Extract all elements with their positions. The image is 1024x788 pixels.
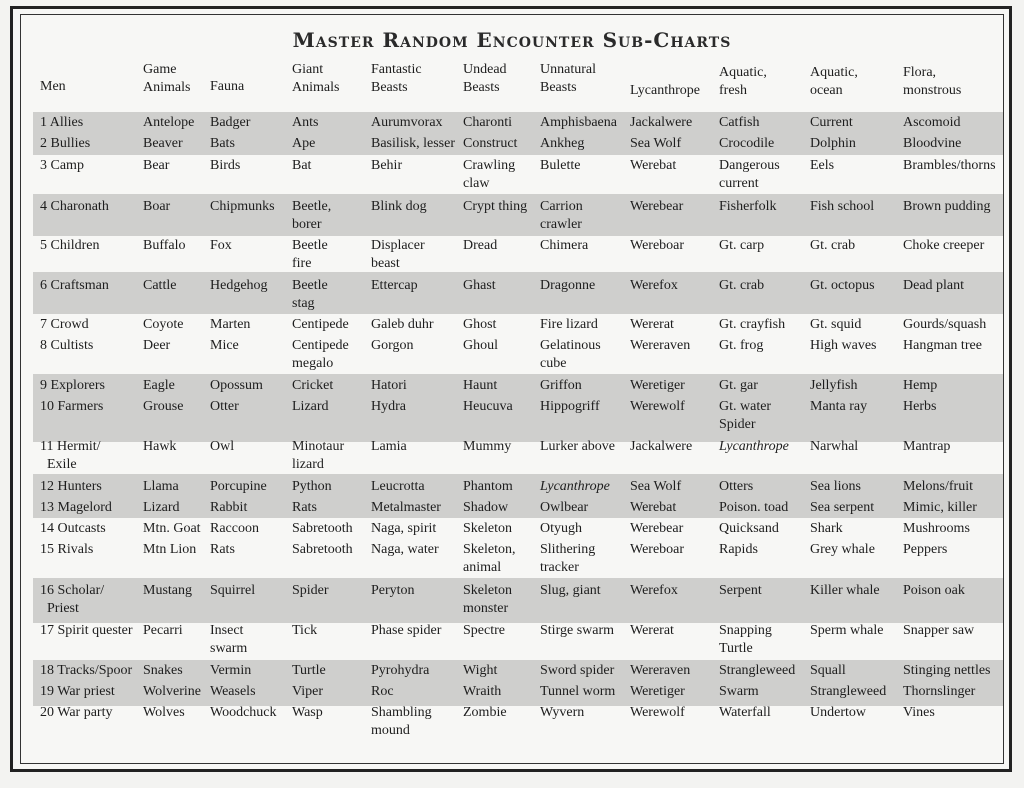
table-cell-fauna: Bats — [210, 136, 235, 151]
table-cell-fantastic: Roc — [371, 684, 394, 699]
table-cell-lyc: Sea Wolf — [630, 136, 682, 151]
table-cell-flora: Peppers — [903, 542, 948, 557]
table-cell-fauna: Rats — [210, 542, 235, 557]
table-cell-lyc: Werebat — [630, 500, 677, 515]
table-cell-lyc: Werebear — [630, 199, 684, 214]
table-cell-fresh: Snapping Turtle — [719, 623, 772, 656]
header-fauna: Fauna — [210, 79, 245, 94]
table-cell-ocean: Narwhal — [810, 439, 859, 454]
header-giant-animals: Giant Animals — [292, 62, 340, 95]
table-cell-men: 18 Tracks/Spoor — [40, 663, 133, 678]
table-cell-undead: Heucuva — [463, 399, 513, 414]
table-cell-fauna: Otter — [210, 399, 239, 414]
table-cell-ocean: Gt. octopus — [810, 278, 875, 293]
table-cell-unnatural: Griffon — [540, 378, 582, 393]
table-cell-giant: Wasp — [292, 705, 323, 720]
table-cell-game: Buffalo — [143, 238, 186, 253]
table-cell-flora: Brambles/thorns — [903, 158, 996, 173]
table-cell-ocean: Fish school — [810, 199, 875, 214]
table-cell-fresh: Gt. gar — [719, 378, 758, 393]
table-cell-men: 7 Crowd — [40, 317, 89, 332]
table-cell-fantastic: Aurumvorax — [371, 115, 443, 130]
table-cell-flora: Herbs — [903, 399, 937, 414]
table-cell-ocean: Jellyfish — [810, 378, 858, 393]
table-cell-fauna: Hedgehog — [210, 278, 268, 293]
table-cell-men: 6 Craftsman — [40, 278, 109, 293]
table-cell-men: 11 Hermit/ Exile — [40, 439, 101, 472]
table-cell-game: Mustang — [143, 583, 192, 598]
table-cell-ocean: High waves — [810, 338, 877, 353]
table-cell-lyc: Werebat — [630, 158, 677, 173]
table-cell-fauna: Birds — [210, 158, 241, 173]
table-cell-unnatural: Owlbear — [540, 500, 589, 515]
table-cell-lyc: Wererat — [630, 317, 674, 332]
table-cell-fresh: Strangleweed — [719, 663, 796, 678]
table-cell-game: Coyote — [143, 317, 184, 332]
table-cell-undead: Crypt thing — [463, 199, 528, 214]
table-cell-fauna: Woodchuck — [210, 705, 277, 720]
table-cell-flora: Brown pudding — [903, 199, 991, 214]
table-cell-fantastic: Basilisk, lesser — [371, 136, 455, 151]
table-cell-giant: Beetle stag — [292, 278, 328, 311]
table-cell-unnatural: Gelatinous cube — [540, 338, 601, 371]
table-cell-lyc: Wereraven — [630, 338, 691, 353]
table-cell-fantastic: Ettercap — [371, 278, 418, 293]
table-cell-undead: Ghoul — [463, 338, 498, 353]
table-cell-lyc: Wereboar — [630, 238, 685, 253]
table-cell-fresh: Rapids — [719, 542, 758, 557]
table-cell-unnatural: Tunnel worm — [540, 684, 616, 699]
table-cell-fantastic: Naga, spirit — [371, 521, 437, 536]
table-cell-ocean: Eels — [810, 158, 835, 173]
table-cell-flora: Gourds/squash — [903, 317, 987, 332]
table-cell-undead: Skeleton, animal — [463, 542, 516, 575]
table-cell-unnatural: Otyugh — [540, 521, 582, 536]
table-cell-fresh: Serpent — [719, 583, 762, 598]
table-cell-giant: Lizard — [292, 399, 329, 414]
table-cell-game: Mtn Lion — [143, 542, 197, 557]
header-men: Men — [40, 79, 66, 94]
table-cell-giant: Beetle fire — [292, 238, 328, 271]
table-cell-flora: Dead plant — [903, 278, 965, 293]
table-cell-giant: Python — [292, 479, 332, 494]
table-cell-men: 3 Camp — [40, 158, 84, 173]
table-cell-undead: Haunt — [463, 378, 498, 393]
table-cell-lyc: Weretiger — [630, 378, 685, 393]
table-cell-game: Grouse — [143, 399, 184, 414]
table-cell-fantastic: Galeb duhr — [371, 317, 434, 332]
table-cell-men: 16 Scholar/ Priest — [40, 583, 105, 616]
table-cell-game: Snakes — [143, 663, 183, 678]
table-cell-fantastic: Leucrotta — [371, 479, 425, 494]
table-cell-ocean: Gt. squid — [810, 317, 862, 332]
table-cell-fauna: Opossum — [210, 378, 263, 393]
table-cell-ocean: Killer whale — [810, 583, 880, 598]
table-cell-undead: Skeleton — [463, 521, 512, 536]
table-cell-unnatural: Carrion crawler — [540, 199, 583, 232]
table-cell-fauna: Mice — [210, 338, 239, 353]
table-cell-fauna: Badger — [210, 115, 251, 130]
table-cell-fantastic: Shambling mound — [371, 705, 432, 738]
page-title: Master Random Encounter Sub-Charts — [292, 28, 732, 52]
table-cell-flora: Mushrooms — [903, 521, 970, 536]
table-cell-men: 20 War party — [40, 705, 113, 720]
table-cell-fantastic: Pyrohydra — [371, 663, 430, 678]
table-cell-men: 1 Allies — [40, 115, 84, 130]
table-cell-men: 4 Charonath — [40, 199, 109, 214]
table-cell-undead: Wraith — [463, 684, 502, 699]
table-cell-fresh: Gt. crab — [719, 278, 765, 293]
table-cell-game: Boar — [143, 199, 171, 214]
table-cell-flora: Choke creeper — [903, 238, 985, 253]
table-cell-lyc: Sea Wolf — [630, 479, 682, 494]
table-cell-game: Bear — [143, 158, 170, 173]
table-cell-unnatural: Sword spider — [540, 663, 615, 678]
table-cell-game: Llama — [143, 479, 179, 494]
table-cell-flora: Hangman tree — [903, 338, 982, 353]
table-cell-men: 19 War priest — [40, 684, 115, 699]
table-cell-men: 15 Rivals — [40, 542, 94, 557]
header-unnatural-beasts: Unnatural Beasts — [540, 62, 596, 95]
table-cell-fauna: Raccoon — [210, 521, 259, 536]
table-cell-giant: Centipede megalo — [292, 338, 349, 371]
table-cell-men: 14 Outcasts — [40, 521, 106, 536]
table-cell-fresh: Fisherfolk — [719, 199, 777, 214]
table-cell-fantastic: Peryton — [371, 583, 415, 598]
table-cell-fresh: Otters — [719, 479, 754, 494]
table-cell-men: 9 Explorers — [40, 378, 105, 393]
table-cell-fauna: Owl — [210, 439, 235, 454]
table-cell-game: Wolves — [143, 705, 185, 720]
table-cell-undead: Shadow — [463, 500, 509, 515]
table-cell-fantastic: Blink dog — [371, 199, 427, 214]
table-cell-game: Eagle — [143, 378, 175, 393]
table-cell-unnatural: Stirge swarm — [540, 623, 615, 638]
table-cell-lyc: Jackalwere — [630, 439, 693, 454]
table-cell-lyc: Werefox — [630, 583, 678, 598]
table-cell-undead: Phantom — [463, 479, 513, 494]
table-cell-giant: Centipede — [292, 317, 349, 332]
table-cell-giant: Cricket — [292, 378, 334, 393]
table-cell-ocean: Gt. crab — [810, 238, 856, 253]
table-cell-undead: Crawling claw — [463, 158, 516, 191]
table-cell-men: 10 Farmers — [40, 399, 104, 414]
table-cell-ocean: Squall — [810, 663, 846, 678]
table-cell-giant: Ants — [292, 115, 319, 130]
table-cell-flora: Stinging nettles — [903, 663, 991, 678]
table-cell-fresh: Poison. toad — [719, 500, 789, 515]
table-cell-lyc: Wereraven — [630, 663, 691, 678]
table-cell-lyc: Jackalwere — [630, 115, 693, 130]
table-cell-undead: Charonti — [463, 115, 512, 130]
table-cell-ocean: Dolphin — [810, 136, 856, 151]
table-cell-giant: Ape — [292, 136, 316, 151]
table-cell-undead: Zombie — [463, 705, 507, 720]
header-flora-monstrous: Flora, monstrous — [903, 65, 962, 98]
table-cell-game: Cattle — [143, 278, 177, 293]
table-cell-unnatural: Lurker above — [540, 439, 616, 454]
table-cell-fauna: Chipmunks — [210, 199, 275, 214]
table-cell-fantastic: Naga, water — [371, 542, 439, 557]
table-cell-fantastic: Metalmaster — [371, 500, 441, 515]
table-cell-fresh: Gt. water Spider — [719, 399, 772, 432]
table-cell-fauna: Squirrel — [210, 583, 256, 598]
table-cell-unnatural: Wyvern — [540, 705, 585, 720]
table-cell-lyc: Werefox — [630, 278, 678, 293]
table-cell-men: 8 Cultists — [40, 338, 94, 353]
table-cell-fauna: Porcupine — [210, 479, 267, 494]
table-cell-unnatural: Lycanthrope — [540, 479, 610, 494]
table-cell-unnatural: Bulette — [540, 158, 581, 173]
table-cell-ocean: Sperm whale — [810, 623, 884, 638]
table-cell-lyc: Weretiger — [630, 684, 685, 699]
table-cell-game: Beaver — [143, 136, 183, 151]
table-cell-giant: Rats — [292, 500, 317, 515]
table-cell-unnatural: Slug, giant — [540, 583, 601, 598]
table-cell-ocean: Grey whale — [810, 542, 875, 557]
table-cell-fantastic: Behir — [371, 158, 403, 173]
table-cell-unnatural: Dragonne — [540, 278, 596, 293]
table-cell-fantastic: Phase spider — [371, 623, 442, 638]
table-cell-fauna: Marten — [210, 317, 251, 332]
table-cell-fresh: Gt. carp — [719, 238, 765, 253]
table-cell-ocean: Current — [810, 115, 853, 130]
table-cell-lyc: Wererat — [630, 623, 674, 638]
table-cell-fantastic: Displacer beast — [371, 238, 425, 271]
header-undead-beasts: Undead Beasts — [463, 62, 507, 95]
table-cell-fresh: Gt. frog — [719, 338, 764, 353]
table-cell-ocean: Sea lions — [810, 479, 861, 494]
table-cell-unnatural: Amphisbaena — [540, 115, 617, 130]
table-cell-unnatural: Hippogriff — [540, 399, 600, 414]
table-cell-men: 13 Magelord — [40, 500, 112, 515]
table-cell-giant: Sabretooth — [292, 542, 353, 557]
table-cell-giant: Turtle — [292, 663, 326, 678]
table-cell-fresh: Catfish — [719, 115, 760, 130]
table-cell-game: Mtn. Goat — [143, 521, 201, 536]
header-lycanthrope: Lycanthrope — [630, 83, 700, 98]
table-cell-flora: Poison oak — [903, 583, 965, 598]
table-cell-flora: Mantrap — [903, 439, 951, 454]
table-cell-fresh: Swarm — [719, 684, 759, 699]
table-cell-ocean: Strangleweed — [810, 684, 887, 699]
table-cell-giant: Sabretooth — [292, 521, 353, 536]
table-cell-ocean: Shark — [810, 521, 843, 536]
table-cell-giant: Viper — [292, 684, 324, 699]
table-cell-fresh: Dangerous current — [719, 158, 780, 191]
table-cell-fresh: Gt. crayfish — [719, 317, 786, 332]
table-cell-unnatural: Fire lizard — [540, 317, 598, 332]
header-aquatic-ocean: Aquatic, ocean — [810, 65, 858, 98]
table-cell-fauna: Fox — [210, 238, 232, 253]
table-cell-fantastic: Lamia — [371, 439, 407, 454]
table-cell-lyc: Werewolf — [630, 399, 685, 414]
table-cell-fauna: Vermin — [210, 663, 252, 678]
header-game-animals: Game Animals — [143, 62, 191, 95]
header-fantastic-beasts: Fantastic Beasts — [371, 62, 422, 95]
table-cell-flora: Snapper saw — [903, 623, 975, 638]
table-cell-lyc: Wereboar — [630, 542, 685, 557]
table-cell-fresh: Lycanthrope — [719, 439, 789, 454]
table-cell-fresh: Waterfall — [719, 705, 771, 720]
table-cell-fantastic: Hydra — [371, 399, 406, 414]
table-cell-game: Antelope — [143, 115, 195, 130]
header-aquatic-fresh: Aquatic, fresh — [719, 65, 767, 98]
table-cell-giant: Bat — [292, 158, 312, 173]
table-cell-undead: Construct — [463, 136, 518, 151]
table-cell-unnatural: Chimera — [540, 238, 589, 253]
table-cell-men: 17 Spirit quester — [40, 623, 133, 638]
table-cell-undead: Wight — [463, 663, 498, 678]
table-cell-undead: Mummy — [463, 439, 512, 454]
table-cell-men: 2 Bullies — [40, 136, 91, 151]
table-cell-undead: Ghost — [463, 317, 497, 332]
table-cell-men: 5 Children — [40, 238, 100, 253]
table-cell-lyc: Werewolf — [630, 705, 685, 720]
table-cell-flora: Bloodvine — [903, 136, 962, 151]
table-cell-undead: Ghast — [463, 278, 496, 293]
table-cell-flora: Ascomoid — [903, 115, 961, 130]
table-cell-unnatural: Slithering tracker — [540, 542, 596, 575]
table-cell-fantastic: Gorgon — [371, 338, 414, 353]
table-cell-ocean: Undertow — [810, 705, 866, 720]
table-cell-fauna: Insect swarm — [210, 623, 248, 656]
table-cell-game: Deer — [143, 338, 171, 353]
table-cell-game: Pecarri — [143, 623, 183, 638]
table-cell-giant: Minotaur lizard — [292, 439, 345, 472]
table-cell-undead: Spectre — [463, 623, 505, 638]
table-cell-men: 12 Hunters — [40, 479, 102, 494]
table-cell-fresh: Quicksand — [719, 521, 779, 536]
table-cell-undead: Skeleton monster — [463, 583, 512, 616]
table-cell-lyc: Werebear — [630, 521, 684, 536]
table-cell-fresh: Crocodile — [719, 136, 775, 151]
table-cell-unnatural: Ankheg — [540, 136, 585, 151]
table-cell-flora: Thornslinger — [903, 684, 976, 699]
table-cell-game: Wolverine — [143, 684, 201, 699]
table-cell-flora: Hemp — [903, 378, 938, 393]
table-cell-flora: Melons/fruit — [903, 479, 973, 494]
table-cell-fauna: Rabbit — [210, 500, 248, 515]
table-cell-flora: Vines — [903, 705, 935, 720]
table-cell-fauna: Weasels — [210, 684, 256, 699]
table-cell-giant: Beetle, borer — [292, 199, 332, 232]
table-cell-game: Hawk — [143, 439, 177, 454]
table-cell-fantastic: Hatori — [371, 378, 407, 393]
table-cell-undead: Dread — [463, 238, 498, 253]
table-cell-giant: Spider — [292, 583, 329, 598]
table-cell-game: Lizard — [143, 500, 180, 515]
table-cell-giant: Tick — [292, 623, 318, 638]
table-cell-flora: Mimic, killer — [903, 500, 977, 515]
table-cell-ocean: Manta ray — [810, 399, 868, 414]
table-cell-ocean: Sea serpent — [810, 500, 875, 515]
